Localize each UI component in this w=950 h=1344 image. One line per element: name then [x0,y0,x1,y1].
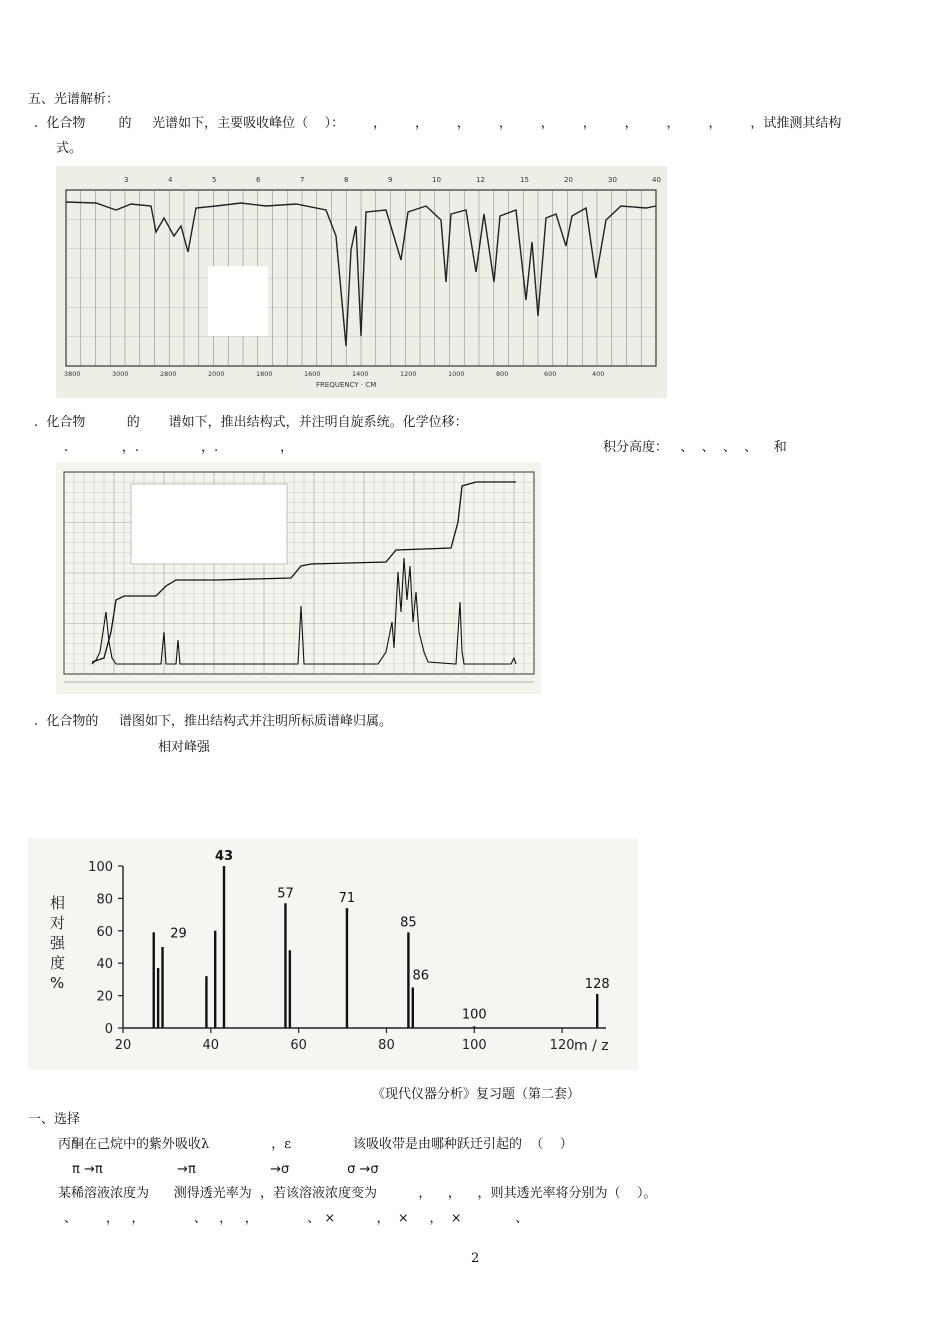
ms-peak-label: 86 [412,968,430,984]
ms-y-tick-label: 40 [96,957,113,973]
section-heading: 五、光谱解析： [28,92,120,107]
ir-top-tick-label: 10 [432,176,441,184]
ms-peak-label: 29 [170,926,187,942]
ms-y-axis-label-char: 对 [50,914,66,932]
page-number: 2 [471,1251,480,1266]
ir-bottom-tick-label: 1400 [352,370,369,378]
ms-x-tick-label: 120 [549,1038,575,1053]
ir-spectrum-figure [56,166,667,398]
ir-top-tick-label: 40 [652,176,661,184]
ms-peak-label: 128 [584,976,610,992]
ir-bottom-tick-label: 2800 [160,370,177,378]
ir-bottom-tick-label: 1600 [304,370,321,378]
ir-top-tick-label: 12 [476,176,485,184]
ms-x-tick-label: 100 [461,1038,487,1053]
ms-x-axis-label: m / z [574,1038,609,1054]
ir-top-tick-label: 30 [608,176,617,184]
ir-bottom-tick-label: 1000 [448,370,465,378]
ms-x-tick-label: 80 [378,1038,395,1053]
ms-x-tick-label: 20 [114,1038,132,1053]
nmr-spectrum-figure [56,462,541,694]
question-2-text: . 化合物 的 谱如下，推出结构式，并注明自旋系统。化学位移： [34,415,468,430]
ms-y-axis-label-char: 相 [50,894,66,912]
chemical-shift-line: . ，. ，. ， [64,440,294,455]
ir-bottom-tick-label: 1200 [400,370,417,378]
question-1-text: . 化合物 的 光谱如下，主要吸收峰位（ ）： ， ， ， ， ， ， ， ， ， ，试推测其结构 [34,116,842,131]
question-1-text-cont: 式。 [56,141,83,156]
ir-top-tick-label: 5 [212,176,217,184]
ms-peak-label: 100 [461,1007,487,1023]
section-choice-heading: 一、选择 [28,1112,81,1127]
ms-x-tick-label: 40 [202,1038,220,1053]
ir-top-tick-label: 6 [256,176,261,184]
ms-y-tick-label: 20 [96,989,113,1005]
ir-top-tick-label: 9 [388,176,393,184]
choice-question-2: 某稀溶液浓度为 测得透光率为 ，若该溶液浓度变为 ， ， ，则其透光率将分别为（ ）。 [58,1186,657,1201]
ms-peak-label: 71 [338,891,356,907]
review-title: 《现代仪器分析》复习题（第二套） [372,1087,581,1102]
ms-y-axis-label-char: % [50,974,65,992]
ir-bottom-tick-label: 3800 [64,370,81,378]
ir-bottom-tick-label: 400 [592,370,605,378]
ir-top-tick-label: 7 [300,176,305,184]
ir-bottom-tick-label: 2000 [208,370,225,378]
ir-top-tick-label: 3 [124,176,129,184]
ms-y-axis-label-char: 强 [50,934,66,952]
ms-y-tick-label: 100 [88,860,113,875]
choice-question-2-options: 、 ， ， 、 ， ， 、 × ， × ， × 、 [64,1211,529,1226]
ir-bottom-tick-label: 800 [496,370,509,378]
ir-bottom-tick-label: 1800 [256,370,273,378]
ir-x-axis-label: FREQUENCY · CM [316,381,377,389]
ir-top-tick-label: 15 [520,176,529,184]
ms-y-axis-label-char: 度 [50,954,66,972]
ms-y-tick-label: 0 [104,1022,113,1037]
ms-y-tick-label: 80 [96,892,113,908]
ms-peak-label: 57 [277,886,294,902]
nmr-blank-box [131,484,287,564]
ms-x-tick-label: 60 [290,1038,307,1053]
question-3-text: . 化合物的 谱图如下，推出结构式并注明所标质谱峰归属。 [34,714,393,729]
ms-peak-label: 43 [214,849,234,864]
integral-heights: 积分高度： 、 、 、 、 和 [603,440,787,455]
ir-bottom-tick-label: 3000 [112,370,129,378]
ir-top-tick-label: 8 [344,176,349,184]
ir-blank-box [208,266,268,336]
ir-bottom-tick-label: 600 [544,370,557,378]
ir-top-tick-label: 20 [564,176,573,184]
ir-top-tick-label: 4 [168,176,173,184]
choice-question-1-options: π →π →π →σ σ →σ [72,1162,379,1177]
mass-spectrum-chart [28,838,638,1070]
choice-question-1: 丙酮在己烷中的紫外吸收λ ，ε 该吸收带是由哪种跃迁引起的 （ ） [58,1137,573,1152]
ms-y-tick-label: 60 [96,924,113,940]
ms-peak-label: 85 [400,915,417,931]
relative-intensity-label: 相对峰强 [158,740,211,755]
